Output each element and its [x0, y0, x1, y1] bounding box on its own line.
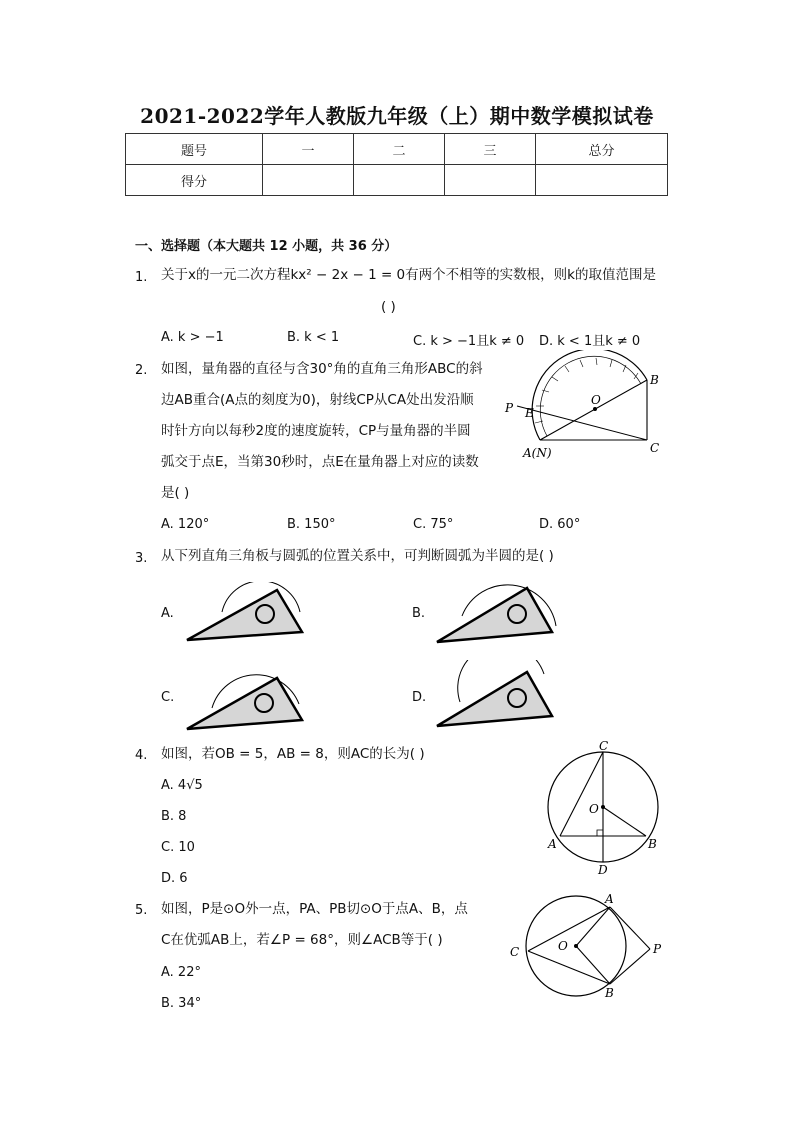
figure-label: C: [650, 441, 660, 455]
figure-label: A(N): [523, 446, 552, 460]
q1-option-a[interactable]: A. k > −1: [161, 330, 224, 345]
question-2-line: 时针方向以每秒2度的速度旋转，CP与量角器的半圆: [161, 423, 471, 439]
score-table: [125, 133, 668, 196]
q2-option-d[interactable]: D. 60°: [539, 517, 581, 532]
figure-label: B: [650, 373, 659, 387]
score-table-row-label: 得分: [126, 165, 263, 196]
score-table-header-cell: 三: [445, 134, 536, 165]
circle-chord-figure: [540, 738, 670, 878]
score-table-header-row: [126, 134, 668, 165]
q4-option-b[interactable]: B. 8: [161, 809, 187, 824]
score-table-score-row: [126, 165, 668, 196]
question-number: 3.: [135, 551, 148, 566]
triangle-arc-figure-a: [182, 582, 307, 644]
figure-label: A: [548, 837, 557, 851]
figure-label: O: [589, 802, 599, 816]
q3-option-b[interactable]: B.: [412, 606, 426, 621]
q3-option-c[interactable]: C.: [161, 690, 175, 705]
q4-option-c[interactable]: C. 10: [161, 840, 195, 855]
q1-option-d[interactable]: D. k < 1且k ≠ 0: [539, 334, 641, 349]
q5-option-a[interactable]: A. 22°: [161, 965, 201, 980]
score-cell[interactable]: [445, 165, 536, 196]
q3-option-d[interactable]: D.: [412, 690, 427, 705]
protractor-figure: [495, 350, 670, 465]
question-number: 2.: [135, 363, 148, 378]
score-cell[interactable]: [263, 165, 354, 196]
question-5-line: C在优弧AB上，若∠P = 68°，则∠ACB等于( ): [161, 932, 443, 948]
question-5-line: 如图，P是⊙O外一点，PA、PB切⊙O于点A、B，点: [161, 901, 468, 917]
question-2-line: 如图，量角器的直径与含30°角的直角三角形ABC的斜: [161, 361, 483, 377]
q1-option-b[interactable]: B. k < 1: [287, 330, 340, 345]
question-2-line: 弧交于点E，当第30秒时，点E在量角器上对应的读数: [161, 454, 479, 470]
figure-label: E: [525, 406, 534, 420]
q5-option-b[interactable]: B. 34°: [161, 996, 202, 1011]
q2-option-b[interactable]: B. 150°: [287, 517, 336, 532]
figure-label: O: [558, 939, 568, 953]
q2-option-a[interactable]: A. 120°: [161, 517, 210, 532]
question-number: 1.: [135, 270, 148, 285]
triangle-arc-figure-b: [432, 576, 562, 646]
question-2-line: 边AB重合(A点的刻度为0)，射线CP从CA处出发沿顺: [161, 392, 474, 408]
triangle-arc-figure-d: [432, 660, 562, 730]
score-table-header-cell: 一: [263, 134, 354, 165]
question-1-text: 关于x的一元二次方程kx² − 2x − 1 = 0有两个不相等的实数根，则k的取值范围是: [161, 267, 656, 283]
score-cell[interactable]: [536, 165, 668, 196]
figure-label: D: [598, 863, 608, 877]
score-table-header-cell: 总分: [536, 134, 668, 165]
question-1-paren: ( ): [381, 299, 396, 315]
tangent-circle-figure: [505, 890, 675, 1005]
page-title: 2021-2022学年人教版九年级（上）期中数学模拟试卷: [140, 104, 654, 128]
figure-label: C: [510, 945, 520, 959]
figure-label: O: [591, 393, 601, 407]
question-4-text: 如图，若OB = 5，AB = 8，则AC的长为( ): [161, 746, 425, 762]
question-number: 5.: [135, 903, 148, 918]
q3-option-a[interactable]: A.: [161, 606, 174, 621]
q4-option-a[interactable]: A. 4√5: [161, 778, 203, 793]
question-number: 4.: [135, 748, 148, 763]
q2-option-c[interactable]: C. 75°: [413, 517, 454, 532]
figure-label: B: [648, 837, 657, 851]
score-table-header-cell: 二: [354, 134, 445, 165]
triangle-arc-figure-c: [182, 658, 307, 733]
section-heading: 一、选择题（本大题共 12 小题，共 36 分）: [135, 239, 398, 254]
q1-option-c[interactable]: C. k > −1且k ≠ 0: [413, 334, 525, 349]
figure-label: B: [605, 986, 614, 1000]
score-table-header-cell: 题号: [126, 134, 263, 165]
figure-label: C: [599, 739, 609, 753]
score-cell[interactable]: [354, 165, 445, 196]
figure-label: P: [505, 401, 514, 415]
figure-label: P: [653, 942, 662, 956]
question-3-text: 从下列直角三角板与圆弧的位置关系中，可判断圆弧为半圆的是( ): [161, 548, 554, 564]
q4-option-d[interactable]: D. 6: [161, 871, 188, 886]
figure-label: A: [605, 892, 614, 906]
question-2-line: 是( ): [161, 485, 190, 501]
